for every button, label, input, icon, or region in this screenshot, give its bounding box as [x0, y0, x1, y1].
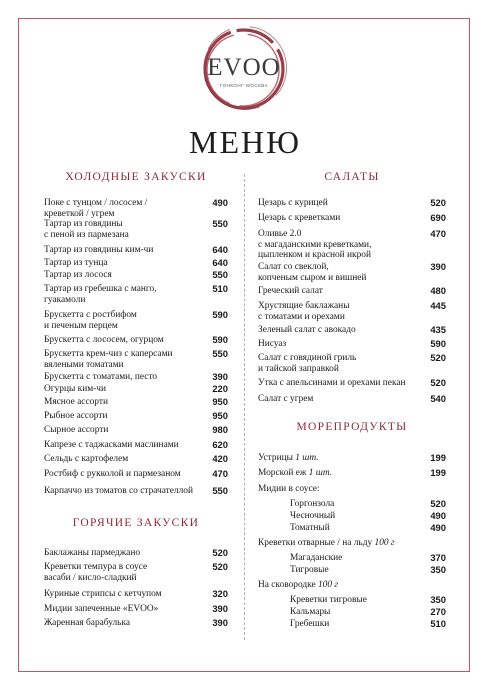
menu-item: [44, 349, 228, 370]
menu-item-name: Тартар из тунца: [44, 258, 108, 268]
menu-item-name: Тартар из говядины с пеной из пармезана: [44, 219, 129, 240]
menu-item-price: 510: [212, 283, 228, 294]
menu-item-price: 470: [212, 468, 228, 479]
menu-item: [44, 604, 228, 615]
menu-item: [258, 538, 446, 549]
menu-item-name: Карпаччо из томатов со страчателлой: [44, 486, 193, 496]
menu-item: [258, 262, 446, 283]
menu-item-price: 270: [430, 606, 446, 617]
menu-item-name: Брускетта с лососем, огурцом: [44, 335, 164, 345]
section-title-cold: ХОЛОДНЫЕ ЗАКУСКИ: [65, 171, 207, 183]
menu-item: [258, 468, 446, 479]
menu-item-price: 550: [212, 218, 228, 229]
menu-item-price: 470: [430, 228, 446, 239]
menu-item-price: 370: [430, 552, 446, 563]
menu-item-name: Мидии в соусе:: [258, 484, 320, 494]
section-title-seafood: МОРЕПРОДУКТЫ: [296, 421, 408, 433]
menu-item-price: 320: [212, 588, 228, 599]
menu-item-price: 590: [212, 309, 228, 320]
menu-item-name: Тартар из гребешка с манго, гуакамоли: [44, 284, 157, 305]
menu-item: [44, 198, 228, 219]
section-title-hot: ГОРЯЧИЕ ЗАКУСКИ: [72, 517, 200, 529]
menu-item: [258, 453, 446, 464]
menu-item-name: Утка с апельсинами и орехами пекан: [258, 378, 406, 388]
menu-item: [44, 411, 228, 422]
menu-item-price: 350: [430, 594, 446, 605]
menu-item-name: Брускетта с ростбифом и печеным перцем: [44, 310, 137, 331]
menu-item-price: 220: [212, 383, 228, 394]
menu-item-name: На сковородке 100 г: [258, 580, 339, 590]
menu-item: [44, 454, 228, 465]
menu-item: [258, 394, 446, 405]
menu-item-price: 390: [430, 261, 446, 272]
menu-item: [44, 270, 228, 281]
menu-item-name: Магаданские: [290, 553, 343, 563]
menu-item: [44, 310, 228, 331]
menu-item-name: Ростбиф с рукколой и пармезаном: [44, 469, 181, 479]
menu-item-price: 640: [212, 244, 228, 255]
menu-item: [44, 469, 228, 480]
menu-item: [258, 595, 446, 606]
menu-item: [44, 589, 228, 600]
menu-item-name: Греческий салат: [258, 286, 323, 296]
menu-item-price: 590: [430, 338, 446, 349]
menu-item-price: 350: [430, 564, 446, 575]
menu-item-price: 420: [212, 453, 228, 464]
menu-item-price: 520: [430, 197, 446, 208]
menu-item-price: 520: [430, 498, 446, 509]
menu-item: [258, 580, 446, 591]
section-title-salads: САЛАТЫ: [324, 171, 380, 183]
menu-item: [44, 335, 228, 346]
menu-item: [258, 339, 446, 350]
menu-item: [44, 219, 228, 240]
menu-item-name: Брускетта с томатами, песто: [44, 372, 158, 382]
menu-item-name: Оливье 2.0 с магаданскими креветками, цыпленком и красной икрой: [258, 229, 372, 261]
menu-item: [44, 548, 228, 559]
menu-item-price: 510: [430, 618, 446, 629]
menu-item: [258, 229, 446, 261]
menu-item-name: Томатный: [290, 523, 330, 533]
column-divider: [244, 174, 245, 640]
menu-item-name: Салат с говядиной гриль и тайской заправкой: [258, 353, 357, 374]
menu-item-price: 590: [212, 334, 228, 345]
menu-item-price: 640: [212, 257, 228, 268]
menu-item-price: 980: [212, 424, 228, 435]
menu-item: [44, 562, 228, 583]
menu-item-price: 445: [430, 300, 446, 311]
menu-item-price: 950: [212, 410, 228, 421]
menu-item-qty: 1 шт.: [306, 468, 333, 478]
menu-item-price: 199: [430, 452, 446, 463]
menu-item-price: 490: [430, 522, 446, 533]
menu-item-name: Гребешки: [290, 619, 330, 629]
menu-item: [44, 384, 228, 395]
menu-item-name: Чесночный: [290, 511, 336, 521]
menu-item-price: 435: [430, 324, 446, 335]
menu-item: [258, 378, 446, 389]
menu-item: [44, 486, 228, 497]
menu-item: [258, 565, 446, 576]
menu-item: [258, 484, 446, 495]
menu-item-name: Мясное ассорти: [44, 397, 108, 407]
menu-item-price: 199: [430, 467, 446, 478]
menu-item-name: Тартар из говядины ким-чи: [44, 245, 154, 255]
menu-item-price: 520: [430, 352, 446, 363]
menu-item-price: 390: [212, 603, 228, 614]
menu-item-name: Креветки темпура в соусе васаби / кисло-сладкий: [44, 562, 148, 583]
menu-item-name: Морской еж 1 шт.: [258, 468, 333, 478]
menu-item: [258, 523, 446, 534]
menu-item-name: Тартар из лосося: [44, 270, 112, 280]
menu-item-name: Тигровые: [290, 565, 329, 575]
logo-wordmark: EVOO: [207, 54, 281, 81]
menu-item-name: Зеленый салат с авокадо: [258, 325, 356, 335]
menu-item: [258, 286, 446, 297]
menu-item-price: 390: [212, 617, 228, 628]
menu-item-price: 550: [212, 485, 228, 496]
menu-item: [44, 425, 228, 436]
menu-item: [258, 553, 446, 564]
menu-item-price: 520: [212, 561, 228, 572]
menu-item: [44, 440, 228, 451]
menu-item-price: 490: [430, 510, 446, 521]
menu-item-name: Креветки тигровые: [290, 595, 367, 605]
menu-item-price: 480: [430, 285, 446, 296]
menu-item-name: Цезарь с креветками: [258, 213, 341, 223]
menu-item-price: 520: [430, 377, 446, 388]
menu-item-name: Баклажаны пармеджано: [44, 548, 141, 558]
menu-item-name: Кальмары: [290, 607, 331, 617]
menu-item: [258, 353, 446, 374]
menu-item-name: Сельдь с картофелем: [44, 454, 129, 464]
menu-item-name: Капрезе с таджасками маслинами: [44, 440, 179, 450]
menu-item-qty: 100 г: [372, 538, 395, 548]
menu-item-price: 690: [430, 212, 446, 223]
logo-tagline: ГОНКОНГ·МОСКВА: [219, 83, 269, 88]
left-column: [44, 0, 228, 692]
menu-item-name: Сырное ассорти: [44, 425, 109, 435]
menu-item-name: Мидии запеченные «EVOO»: [44, 604, 159, 614]
menu-item-price: 390: [212, 371, 228, 382]
menu-item: [44, 284, 228, 305]
menu-item: [258, 213, 446, 224]
menu-item: [44, 258, 228, 269]
menu-item-price: 550: [212, 348, 228, 359]
menu-item-name: Горгонзола: [290, 499, 335, 509]
menu-item-name: Нисуаз: [258, 339, 287, 349]
menu-item-name: Устрицы 1 шт.: [258, 453, 319, 463]
menu-item-name: Поке с тунцом / лососем / креветкой / угрем: [44, 198, 148, 219]
menu-item-qty: 100 г: [315, 580, 339, 590]
menu-item: [44, 372, 228, 383]
menu-item-price: 490: [212, 197, 228, 208]
menu-item-name: Брускетта крем-чиз с каперсами вялеными томатами: [44, 349, 173, 370]
menu-item: [258, 301, 446, 322]
menu-item-name: Куриные стрипсы с кетчупом: [44, 589, 162, 599]
menu-item: [258, 198, 446, 209]
menu-item-price: 950: [212, 396, 228, 407]
menu-item: [258, 619, 446, 630]
menu-item: [258, 511, 446, 522]
menu-item-price: 520: [212, 547, 228, 558]
menu-item-name: Креветки отварные / на льду 100 г: [258, 538, 395, 548]
menu-item: [44, 618, 228, 629]
menu-item-name: Рыбное ассорти: [44, 411, 108, 421]
menu-item-name: Жаренная барабулька: [44, 618, 131, 628]
menu-item-price: 550: [212, 269, 228, 280]
right-column: [258, 0, 446, 692]
menu-item: [44, 245, 228, 256]
menu-item-price: 540: [430, 393, 446, 404]
menu-item-name: Огурцы ким-чи: [44, 384, 107, 394]
menu-item-qty: 1 шт.: [292, 453, 319, 463]
menu-item: [258, 607, 446, 618]
menu-item: [258, 499, 446, 510]
menu-item-name: Цезарь с курицей: [258, 198, 328, 208]
menu-item-name: Хрустящие баклажаны с томатами и орехами: [258, 301, 350, 322]
menu-item-name: Салат с угрем: [258, 394, 314, 404]
menu-item-price: 620: [212, 439, 228, 450]
menu-item-name: Салат со свеклой, копченым сыром и вишней: [258, 262, 367, 283]
menu-item: [258, 325, 446, 336]
menu-item: [44, 397, 228, 408]
page-title: МЕНЮ: [189, 124, 301, 160]
